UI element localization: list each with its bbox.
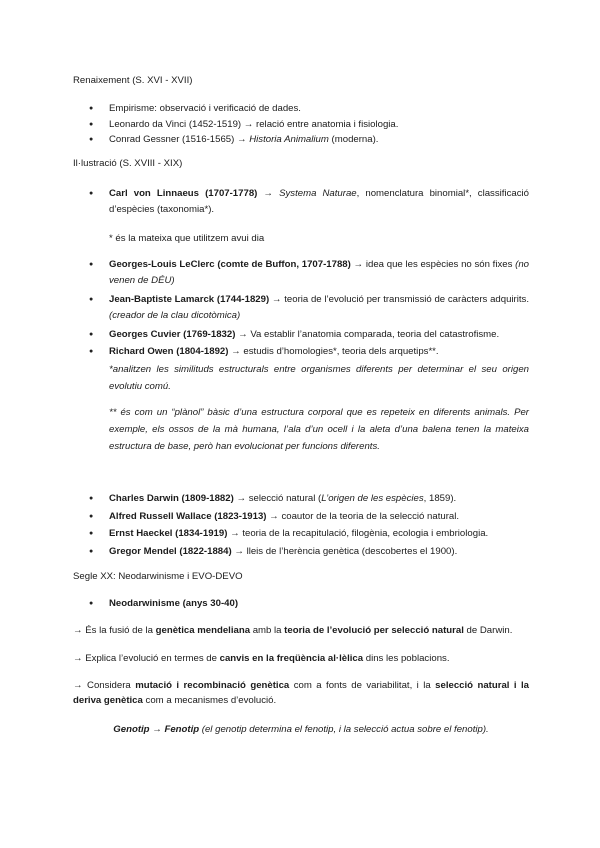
list-item: ● Carl von Linnaeus (1707-1778) → Systema Naturae, nomenclatura binomial*, classificació d’espècies (taxonomia*). bbox=[89, 186, 529, 217]
list-item: ● Jean-Baptiste Lamarck (1744-1829) → teoria de l’evolució per transmissió de caràcters adquirits. (creador de la clau dicotòmica) bbox=[89, 292, 529, 323]
paragraph-frequencia: → Explica l’evolució en termes de canvis en la freqüència al·lèlica dins les poblacions. bbox=[73, 653, 450, 664]
list-item: ● Georges-Louis LeClerc (comte de Buffon, 1707-1788) → idea que les espècies no són fixes (no venen de DÉU) bbox=[89, 257, 529, 288]
heading-segle-xx: Segle XX: Neodarwinisme i EVO-DEVO bbox=[73, 571, 243, 582]
list-item: ● Leonardo da Vinci (1452-1519) → relació entre anatomia i fisiologia. bbox=[89, 117, 529, 133]
list-item: ● Georges Cuvier (1769-1832) → Va establir l’anatomia comparada, teoria del catastrofisme. bbox=[89, 327, 529, 343]
list-segle-xix bbox=[89, 491, 529, 559]
list-item: ● Neodarwinisme (anys 30-40) bbox=[89, 596, 529, 612]
list-neodarwinisme bbox=[89, 596, 529, 612]
paragraph-fusio: → És la fusió de la genètica mendeliana amb la teoria de l’evolució per selecció natural de Darwin. bbox=[73, 625, 513, 636]
paragraph-mutacio: → Considera mutació i recombinació genètica com a fonts de variabilitat, i la selecció natural i la deriva genètica com a mecanismes d’evolució. bbox=[73, 680, 529, 706]
list-illustracio bbox=[89, 257, 529, 359]
list-renaixement bbox=[89, 101, 529, 148]
formula-genotip-fenotip: Genotip → Fenotip (el genotip determina el fenotip, i la selecció actua sobre el fenotip). bbox=[113, 724, 489, 735]
heading-renaixement: Renaixement (S. XVI - XVII) bbox=[73, 75, 193, 86]
note-arquetips: ** és com un “plànol” bàsic d’una estructura corporal que es repeteix en diferents animals. Per exemple, els ossos de la mà humana, l’ala d’un ocell i la aleta d’una balena tenen la mateixa estructura de base, però han evolucionat per funcions diferents. bbox=[109, 407, 529, 452]
list-linnaeus bbox=[89, 186, 529, 217]
list-item: ● Charles Darwin (1809-1882) → selecció natural (L’origen de les espècies, 1859). bbox=[89, 491, 529, 507]
list-item: ● Richard Owen (1804-1892) → estudis d’homologies*, teoria dels arquetips**. bbox=[89, 344, 529, 360]
linnaeus-note: * és la mateixa que utilitzem avui dia bbox=[109, 233, 265, 244]
note-homologies: *analitzen les similituds estructurals entre organismes diferents per determinar el seu origen evolutiu comú. bbox=[109, 364, 529, 392]
list-item: ● Empirisme: observació i verificació de dades. bbox=[89, 101, 529, 117]
list-item: ● Alfred Russell Wallace (1823-1913) → coautor de la teoria de la selecció natural. bbox=[89, 509, 529, 525]
heading-illustracio: Il·lustració (S. XVIII - XIX) bbox=[73, 158, 183, 169]
list-item: ● Conrad Gessner (1516-1565) → Historia Animalium (moderna). bbox=[89, 132, 529, 148]
list-item: ● Gregor Mendel (1822-1884) → lleis de l’herència genètica (descobertes el 1900). bbox=[89, 544, 529, 560]
list-item: ● Ernst Haeckel (1834-1919) → teoria de la recapitulació, filogènia, ecologia i embriologia. bbox=[89, 526, 529, 542]
